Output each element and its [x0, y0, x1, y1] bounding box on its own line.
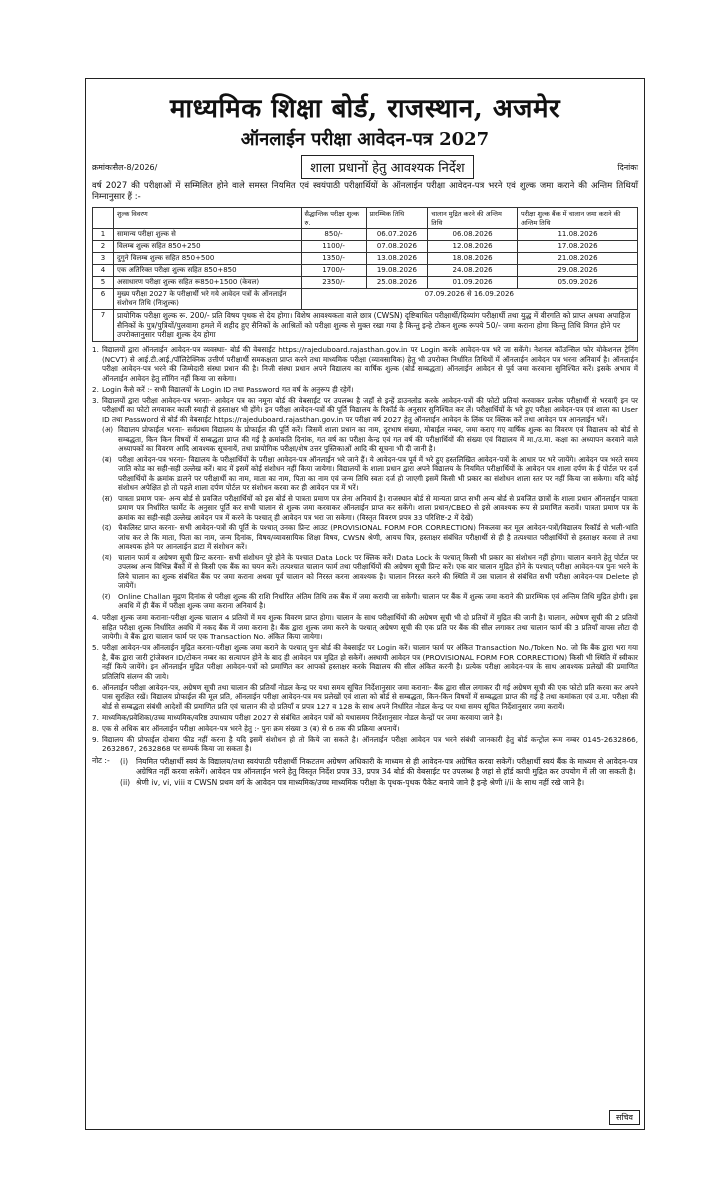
bank-last-date: 05.09.2026 [518, 276, 638, 288]
sub-item-number: (अ) [102, 425, 114, 435]
fee-amount: 2350/- [301, 276, 366, 288]
fee-amount: 1100/- [301, 240, 366, 252]
sub-item-text: विद्यालय प्रोफाईल भरनाः- सर्वप्रथम विद्यालय के प्रोफाईल की पूर्ति करें। जिसमें शाला प्रधान का नाम, दूरभाष संख्या, मोबाईल नम्बर, जमा कराए गए वार्षिक शुल्क का विवरण एवं विद्यालय को बोर्ड से सम्बद्धता, किन किन विषयों में सम्बद्धता प्राप्त की गई है क्रमांकति दिनांक, गत वर्ष का परीक्षा केन्द्र एवं गत वर्ष की परीक्षार्थियों की संख्या एवं विद्यालय में मा./उ.मा. कक्षा का अध्यापन करवाने वाले अध्यापकों का विवरण आदि आवश्यक सूचनायें, तथा प्रायोगिक परीक्षा/शेष उत्तर पुस्तिकाओं आदि की सूचना भी दी जानी है। [118, 425, 638, 454]
item-body: परीक्षा आवेदन-पत्र ऑनलाईन मुद्रित करनाः-परीक्षा शुल्क जमा कराने के पश्चात् पुनः बोर्ड की वेबसाईट पर Login करें। चालान फार्म पर अंकित Transaction No./Token No. जो कि बैंक द्वारा भरा गया है, बैंक द्वारा जारी ट्रांजेक्शन ID/टोकन नम्बर का सत्यापन होने के बाद ही आवेदन पत्र मुद्रित हो सकेगें। अस्थायी आवेदन पत्र (PROVISIONAL FORM FOR CORRECTION) किसी भी स्थिति में स्वीकार नहीं किये जायेंगे। इन ऑनलाईन मुद्रित परीक्षा आवेदन-पत्रों को प्रमाणित कर आपको हस्ताक्षर करके विद्यालय की सील अंकित करनी है। प्रत्येक परीक्षा आवेदन-पत्र के साथ आवश्यक प्रलेखों की प्रमाणित प्रतिलिपि संलग्न की जाये। [102, 643, 638, 681]
sub-item [102, 494, 638, 523]
sub-item-number: (द) [102, 523, 112, 533]
instruction-item [92, 713, 638, 723]
note-items [120, 756, 638, 790]
sub-item-text: परीक्षा आवेदन-पत्र भरनाः- विद्यालय के परीक्षार्थियों के परीक्षा आवेदन-पत्र ऑनलाईन भरे जाने हैं। ये आवेदन-पत्र पूर्व में भरे हुए हस्तलिखित आवेदन-पत्रों के आधार पर भरे जायेंगे। आवेदन पत्र भरते समय जाति कोड का सही-सही उल्लेख करें। बाद में इसमें कोई संशोधन नहीं किया जायेगा। विद्यालयों के शाला प्रधान द्वारा अपने विद्यालय के नियमित परीक्षार्थियों के आवेदन पत्र शाला दर्पण के ई पोर्टल पर दर्ज परीक्षार्थियों के क्रमांक डालने पर परीक्षार्थी का नाम, माता का नाम, पिता का नाम एवं जन्म तिथि स्वतः दर्ज हो जाएगी इसमें किसी भी प्रकार का संशोधन शाला स्तर पर नहीं किया जा सकेगा। यदि कोई संशोधन अपेक्षित हो तो पहले शाला दर्पण पोर्टल पर संशोधन करवा कर ही आवेदन पत्र में भरें। [118, 454, 638, 493]
instruction-item [92, 345, 638, 383]
item-number: 4. [92, 613, 99, 623]
row-number: 3 [93, 252, 114, 264]
sub-item [102, 553, 638, 591]
fee-header-cell: सैद्धान्तिक परीक्षा शुल्क रु. [301, 207, 366, 228]
row-number: 2 [93, 240, 114, 252]
row-number: 7 [93, 309, 114, 341]
fee-row [93, 252, 638, 264]
item-text [102, 735, 638, 754]
row-number: 6 [93, 288, 114, 309]
item-number: 6. [92, 682, 99, 692]
item-text [102, 724, 638, 734]
note-item-text: श्रेणी iv, vi, viii व CWSN प्रथम वर्ग के आवेदन पत्र माध्यमिक/उच्च माध्यमिक परीक्षा के पृथक-पृथक पैकेट बनाये जाने है इन्हे श्रेणी i/ii के साथ नहीं रखे जाने है। [136, 778, 585, 788]
note-section [92, 756, 638, 790]
note-label: नोट :- [92, 755, 110, 765]
item-number: 1. [92, 345, 99, 355]
item-body: परीक्षा शुल्क जमा करानाः-परीक्षा शुल्क चालान 4 प्रतियों में मय शुल्क विवरण प्राप्त होगा। चालान के साथ परीक्षार्थियों की अग्रेषण सूची भी दो प्रतियों में मुद्रित की जानी है। चालान, अग्रेषण सूची की 2 प्रतियों सहित परीक्षा शुल्क निर्धारित अवधि में नकद बैंक में जमा कराना है। बैंक द्वारा शुल्क जमा करने के पश्चात् अग्रेषण सूची की एक प्रति पर बैंक की सील लगाकर तथा चालान फार्म की 3 प्रतियाँ वापस लौटा दी जायेगी। वे बैंक द्वारा चालान फार्म पर एक Transaction No. अंकित किया जायेगा। [102, 613, 638, 642]
correction-row [93, 288, 638, 309]
fee-amount: 1350/- [301, 252, 366, 264]
instructions-heading: शाला प्रधानों हेतु आवश्यक निर्देश [301, 155, 473, 179]
sub-item [102, 592, 638, 611]
item-number: 9. [92, 734, 99, 744]
reference-row [92, 155, 638, 179]
sub-item-text: पात्रता प्रमाण पत्रः- अन्य बोर्ड से प्रवजित परीक्षार्थियों को इस बोर्ड से पात्रता प्रमाण पत्र लेना अनिवार्य है। राजस्थान बोर्ड से मान्यता प्राप्त सभी अन्य बोर्ड से प्रवजित छात्रों के शाला प्रधान ऑनलाईन पात्रता प्रमाण पत्र निर्धारित फार्मेट के अनुसार पूर्ति कर सभी चालान से शुल्क जमा करवाकर ऑनलाईन प्राप्त कर सकेंगे। शाला प्रधान/CBEO से इसे आवश्यक रूप से प्रमाणित करावें। पात्रता प्रमाण पत्र के क्रमांक का सही-सही उल्लेख आवेदन पत्र में करने के पश्चात् ही आवेदन पत्र भरा जा सकेगा। (विस्तृत विवरण प्रपत्र 33 परिशिष्ट-2 में देखें) [118, 493, 638, 522]
fee-description: विलम्ब शुल्क सहित 850+250 [114, 240, 302, 252]
instruction-item [92, 735, 638, 754]
item-number: 8. [92, 723, 99, 733]
item-body: विद्यालयों द्वारा ऑनलाईन आवेदन-पत्र व्यवस्थाः- बोर्ड की वेबसाईट https://rajeduboard.rajasthan.gov.in पर Login करके आवेदन-पत्र भरे जा सकेंगे। नेशनल कॉउन्सिल फोर वोकेशनल ट्रेनिंग (NCVT) से आई.टी.आई./पॉलिटेक्निक उत्तीर्ण परीक्षार्थी समकक्षता प्राप्त करने तथा माध्यमिक परीक्षा (व्यावसायिक) हेतु भी उपरोक्त निर्धारित तिथियों में ऑनलाईन आवेदन पत्र भरना अनिवार्य है। ऑनलाईन परीक्षा आवेदन-पत्र भरने की जिम्मेदारी संस्था प्रधान की है। निजी संस्था प्रधान अपने विद्यालय का वार्षिक शुल्क (बोर्ड सम्बद्धता) ऑनलाईन आवेदन से पूर्व जमा करवाना सुनिश्चित करें। इसके अभाव में ऑनलाईन आवेदन हेतु लॉगिन नहीं किया जा सकेगा। [102, 345, 638, 383]
note-item-text: नियमित परीक्षार्थी स्वयं के विद्यालय/तथा स्वयंपाठी परीक्षार्थी निकटतम अग्रेषण अधिकारी के माध्यम से ही आवेदन-पत्र अग्रेषित करवा सकेगें। परीक्षार्थी स्वयं बैंक के माध्यम से आवेदन-पत्र अग्रेषित नहीं करवा सकेगें। आवेदन पत्र ऑनलाईन भरने हेतु विस्तृत निर्देश प्रपत्र 33, प्रपत्र 34 बोर्ड की वेबसाईट पर उपलब्ध है जहां से हॉर्ड कापी मुद्रित कर उपयोग में ली जा सकती है। [136, 756, 638, 776]
item-number: 2. [92, 384, 99, 394]
sub-item-text: Online Challan मुद्रण दिनांक से परीक्षा शुल्क की राशि निर्धारित अंतिम तिथि तक बैंक में जमा करायी जा सकेगी। चालान पर बैंक में शुल्क जमा कराने की प्रारम्भिक एवं अन्तिम तिथि मुद्रित होगी। इस अवधि में ही बैंक में परीक्षा शुल्क जमा कराना अनिवार्य है। [118, 591, 638, 611]
challan-last-date: 06.08.2026 [428, 228, 518, 240]
fee-header-cell: प्रारम्भिक तिथि [366, 207, 428, 228]
start-date: 13.08.2026 [366, 252, 428, 264]
item-number: 7. [92, 712, 99, 722]
challan-last-date: 18.08.2026 [428, 252, 518, 264]
fee-description: सामान्य परीक्षा शुल्क से [114, 228, 302, 240]
challan-last-date: 24.08.2026 [428, 264, 518, 276]
sub-item [102, 455, 638, 493]
item-number: 3. [92, 395, 99, 405]
note-item [120, 757, 638, 778]
item-body: विद्यालयों द्वारा परीक्षा आवेदन-पत्र भरनाः- आवेदन पत्र का नमूना बोर्ड की वेबसाईट पर उपलब्ध है जहाँ से इन्हें डाउनलोड करके आवेदन-पत्रों की फोटो प्रतियां करवाकर प्रत्येक परीक्षार्थी से भरवाएँ इन पर परीक्षार्थी का फोटो लगवाकर काली स्याही से हस्ताक्षर भी होंगे। इन परीक्षा आवेदन-पत्रों की पूर्ति विद्यालय के रिकॉर्ड के अनुसार सुनिश्चित कर लें। परीक्षार्थियों के भरे हुए परीक्षा आवेदन-पत्र एवं शाला का User ID तथा Password से बोर्ड की वेबसाईट https://rajeduboard.rajasthan.gov.in पर परीक्षा वर्ष 2027 हेतु ऑनलाईन आवेदन के लिंक पर क्लिक करें तथा आवेदन पत्र आनलाईन भरें। [102, 395, 638, 424]
fee-header-cell: चालान मुद्रित करने की अन्तिम तिथि [428, 207, 518, 228]
row-number: 4 [93, 264, 114, 276]
fee-description: दुगुने विलम्ब शुल्क सहित 850+500 [114, 252, 302, 264]
fee-header-cell: शुल्क विवरण [114, 207, 302, 228]
practical-fee-row [93, 309, 638, 341]
bank-last-date: 29.08.2026 [518, 264, 638, 276]
intro-paragraph: वर्ष 2027 की परीक्षाओं में सम्मिलित होने वाले समस्त नियमित एवं स्वयंपाठी परीक्षार्थियों के ऑनलाईन परीक्षा आवेदन-पत्र भरने एवं शुल्क जमा कराने की अन्तिम तिथियाँ निम्नानुसार हैं :- [92, 181, 638, 203]
fee-header-cell: परीक्षा शुल्क बैंक में चालान जमा कराने की अन्तिम तिथि [518, 207, 638, 228]
fee-row [93, 264, 638, 276]
start-date: 07.08.2026 [366, 240, 428, 252]
fee-row [93, 228, 638, 240]
practical-fee-text: प्रायोगिक परीक्षा शुल्क रू. 200/- प्रति विषय पृथक से देय होगा। विशेष आवश्यकता वाले छात्र (CWSN) दृष्टिबाधित परीक्षार्थी/दिव्यांग परीक्षार्थी तथा युद्ध में वीरगति को प्राप्त अथवा अपाहिज सैनिकों के पुत्र/पुत्रियों/पुलवामा हमले में शहीद हुए सैनिकों के आश्रितों को परीक्षा शुल्क से मुक्त रखा गया है किन्तु इन्हे टोकन शुल्क रूपये 50/- जमा कराना होगा किन्तु तिथि विगत होने पर उपरोक्तानुसार परीक्षा शुल्क देय होगा [114, 309, 638, 341]
sub-item-number: (स) [102, 493, 113, 503]
fee-description: एक अतिरिक्त परीक्षा शुल्क सहित 850+850 [114, 264, 302, 276]
item-body: ऑनलाईन परीक्षा आवेदन-पत्र, अग्रेषण सूची तथा चालान की प्रतियाँ नोडल केन्द्र पर यथा समय सूचित निर्देशानुसार जमा करानाः- बैंक द्वारा सील लगाकर दी गई अग्रेषण सूची की एक फोटो प्रति करवा कर अपने पास सुरक्षित रखें। विद्यालय प्रोफाईल की मूल प्रति, ऑनलाईन परीक्षा आवेदन-पत्र मय प्रलेखों एवं शाला को बोर्ड से सम्बद्धता, किन-किन विषयों में सम्बद्धता प्राप्त की गई है तथा कमांकता एवं उ.मा. परीक्षा की बोर्ड से सम्बद्धता संबंधी आदेशों की प्रमाणित प्रति एवं चालान की दो प्रतियाँ व प्रपत्र 127 व 128 के साथ अपने निर्धारित नोडल केन्द्र पर यथा समय सूचित निर्देशानुसार जमा करायें। [102, 682, 638, 711]
sub-item [102, 523, 638, 552]
sub-item-number: (य) [102, 552, 112, 562]
circular-document [85, 78, 645, 1130]
sub-item [102, 425, 638, 454]
reference-number: क्रमांकःसैल-8/2026/ [92, 162, 158, 172]
start-date: 19.08.2026 [366, 264, 428, 276]
instruction-list [92, 345, 638, 754]
fee-description: असाधारण परीक्षा शुल्क सहित रू850+1500 (केवल) [114, 276, 302, 288]
signature-secretary: सचिव [609, 1110, 640, 1125]
challan-last-date: 12.08.2026 [428, 240, 518, 252]
bank-last-date: 11.08.2026 [518, 228, 638, 240]
date-label: दिनांकः [617, 162, 638, 172]
item-number: 5. [92, 643, 99, 653]
instruction-item [92, 724, 638, 734]
instruction-item [92, 643, 638, 681]
bank-last-date: 21.08.2026 [518, 252, 638, 264]
fee-schedule-table [92, 207, 638, 342]
challan-last-date: 01.09.2026 [428, 276, 518, 288]
fee-amount: 1700/- [301, 264, 366, 276]
note-item [120, 778, 638, 788]
sub-item-number: (र) [102, 591, 111, 601]
instruction-item [92, 396, 638, 612]
sub-item-text: चालान फार्म व अग्रेषण सूची प्रिन्ट करनाः- सभी संशोधन पूरे होने के पश्चात Data Lock पर क्लिक करें। Data Lock के पश्चात् किसी भी प्रकार का संशोधन नहीं होगा। चालान बनाने हेतु पोर्टल पर उपलब्ध अन्य विभिन्न बैंकों में से किसी एक बैंक का चयन करें। तत्पश्चात चालान फार्म तथा परीक्षार्थियों की अग्रेषण सूची प्रिन्ट करें। एक बार चालान मुद्रित होने के पश्चात् परीक्षा आवेदन-पत्र पुनः भरने के लिये चालान का शुल्क संबंधित बैंक पर जमा कराना अथवा पूर्व चालान को निरस्त करना आवश्यक है। चालान निरस्त करने की स्थिति में उस चालान से संबंधित सभी परीक्षा आवेदन-पत्र Delete हो जायेगें। [118, 552, 638, 591]
start-date: 06.07.2026 [366, 228, 428, 240]
item-text [102, 385, 638, 395]
sub-item-text: चैकलिस्ट प्राप्त करनाः- सभी आवेदन-पत्रों की पूर्ति के पश्चात् उनका प्रिन्ट आउट (PROVISIONAL FORM FOR CORRECTION) निकलवा कर मूल आवेदन-पत्रों/विद्यालय रिकॉर्ड से भली-भांति जांच कर ले कि माता, पिता का नाम, जन्म दिनांक, विषय/व्यावसायिक शिक्षा विषय, CWSN श्रेणी, आयच चित्र, हस्ताक्षर संबंधित परीक्षार्थी से ही है तत्पश्चात परीक्षार्थियों से हस्ताक्षर करवा ले तथा आवश्यक होने पर आनलाईन डाटा में संशोधन करें। [118, 523, 638, 552]
note-item-number: (i) [120, 756, 129, 766]
sub-item-number: (ब) [102, 454, 112, 464]
instruction-item [92, 385, 638, 395]
row-number: 1 [93, 228, 114, 240]
bank-last-date: 17.08.2026 [518, 240, 638, 252]
start-date: 25.08.2026 [366, 276, 428, 288]
correction-dates: 07.09.2026 से 16.09.2026 [301, 288, 638, 309]
item-text [102, 345, 638, 383]
item-text [102, 683, 638, 712]
fee-amount: 850/- [301, 228, 366, 240]
fee-table-header [93, 207, 638, 228]
instruction-item [92, 613, 638, 642]
item-body: एक से अधिक बार ऑनलाईन परीक्षा आवेदन-पत्र भरने हेतु :- पुनः क्रम संख्या 3 (ब) से 6 तक की प्रक्रिया अपनायें। [102, 723, 400, 733]
item-text [102, 643, 638, 681]
item-body: Login कैसे करें :- सभी विद्यालयों के Login ID तथा Password गत वर्ष के अनुरूप ही रहेगें। [102, 384, 354, 394]
item-text [102, 396, 638, 612]
item-body: माध्यमिक/प्रवेशिका/उच्च माध्यमिक/वरिष्ठ उपाध्याय परीक्षा 2027 से संबंधित आवेदन पत्रों को यथासमय निर्देशानुसार नोडल केन्द्रों पर जमा करवाया जाने है। [102, 712, 503, 722]
fee-row [93, 276, 638, 288]
fee-header-cell [93, 207, 114, 228]
instruction-item [92, 683, 638, 712]
note-item-number: (ii) [120, 778, 131, 788]
correction-description: मुख्य परीक्षा 2027 के परीक्षार्थी भरे गये आवेदन पत्रों के ऑनलाईन संशोधन तिथि (निःशुल्क) [114, 288, 302, 309]
row-number: 5 [93, 276, 114, 288]
board-title: माध्यमिक शिक्षा बोर्ड, राजस्थान, अजमेर [169, 94, 561, 124]
item-text [102, 613, 638, 642]
item-body: विद्यालय की प्रोफाईल दोबारा फीड नहीं करना है यदि इसमें संशोधन हो तो किये जा सकते है। ऑनलाईन परीक्षा आवेदन पत्र भरने संबंधी जानकारी हेतु बोर्ड कन्ट्रोल रूम नम्बर 0145-2632866, 2632867, 2632868 पर सम्पर्क किया जा सकता है। [102, 734, 638, 754]
fee-row [93, 240, 638, 252]
item-text [102, 713, 638, 723]
form-title: ऑनलाईन परीक्षा आवेदन-पत्र 2027 [240, 129, 490, 150]
